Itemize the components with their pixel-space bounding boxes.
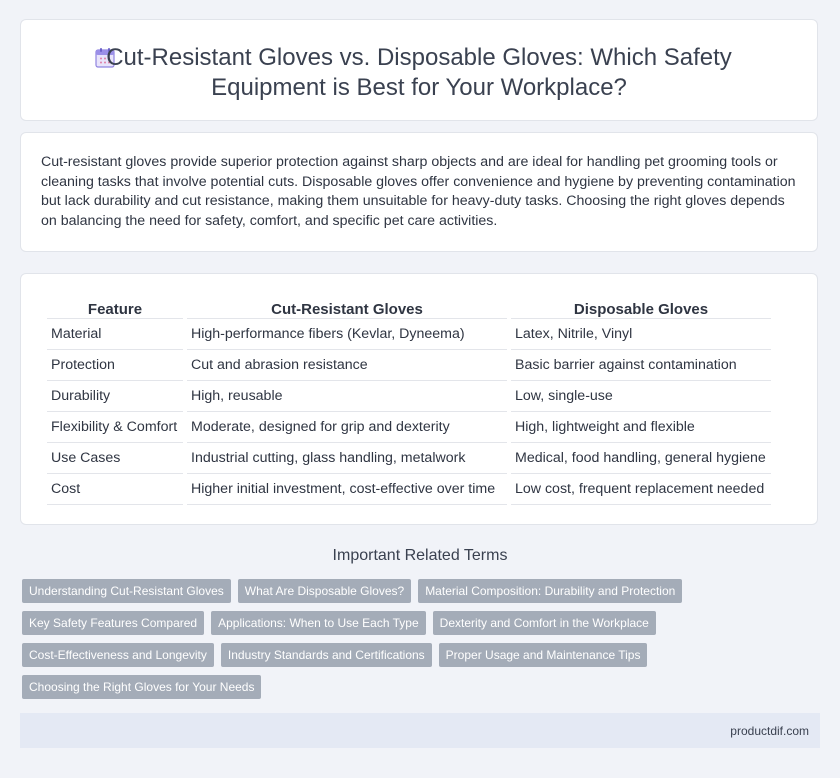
header-cut-resistant: Cut-Resistant Gloves [187, 296, 507, 319]
table-row [47, 474, 771, 505]
related-term-tag[interactable]: Dexterity and Comfort in the Workplace [433, 611, 656, 635]
table-cell: Cost [47, 474, 183, 505]
tag-row [22, 579, 722, 603]
related-term-tag[interactable]: Proper Usage and Maintenance Tips [439, 643, 648, 667]
table-header-row [47, 296, 771, 319]
table-cell: Industrial cutting, glass handling, metalwork [187, 443, 507, 474]
table-row [47, 350, 771, 381]
related-term-tag[interactable]: Applications: When to Use Each Type [211, 611, 426, 635]
table-cell: Latex, Nitrile, Vinyl [511, 319, 771, 350]
table-cell: Durability [47, 381, 183, 412]
related-term-tag[interactable]: Understanding Cut-Resistant Gloves [22, 579, 231, 603]
table-cell: Low, single-use [511, 381, 771, 412]
related-term-tag[interactable]: Industry Standards and Certifications [221, 643, 432, 667]
related-terms-list [22, 579, 722, 707]
table-cell: High-performance fibers (Kevlar, Dyneema) [187, 319, 507, 350]
table-cell: Cut and abrasion resistance [187, 350, 507, 381]
header-feature: Feature [47, 296, 183, 319]
table-cell: High, lightweight and flexible [511, 412, 771, 443]
intro-paragraph: Cut-resistant gloves provide superior protection against sharp objects and are ideal for handling pet grooming tools or cleaning tasks that involve potential cuts. Disposable gloves offer convenience and hygiene by preventing contamination but lack durability and cut resistance, making them unsuitable for heavy-duty tasks. Choosing the right gloves depends on balancing the need for safety, comfort, and specific pet care activities. [41, 154, 796, 229]
comparison-table-card [20, 273, 818, 525]
table-cell: Basic barrier against contamination [511, 350, 771, 381]
table-row [47, 381, 771, 412]
table-cell: Higher initial investment, cost-effective over time [187, 474, 507, 505]
header-card [20, 19, 818, 121]
table-cell: Flexibility & Comfort [47, 412, 183, 443]
table-cell: Protection [47, 350, 183, 381]
page-title [21, 43, 817, 103]
table-row [47, 319, 771, 350]
related-term-tag[interactable]: Material Composition: Durability and Protection [418, 579, 682, 603]
comparison-table [43, 296, 775, 505]
tag-row [22, 611, 722, 635]
footer [20, 713, 820, 748]
table-cell: Low cost, frequent replacement needed [511, 474, 771, 505]
header-disposable: Disposable Gloves [511, 296, 771, 319]
related-term-tag[interactable]: Choosing the Right Gloves for Your Needs [22, 675, 261, 699]
table-cell: Medical, food handling, general hygiene [511, 443, 771, 474]
title-line-2: Equipment is Best for Your Workplace? [211, 74, 627, 101]
related-term-tag[interactable]: Cost-Effectiveness and Longevity [22, 643, 214, 667]
table-cell: Use Cases [47, 443, 183, 474]
title-line-1: Cut-Resistant Gloves vs. Disposable Gloves: Which Safety [106, 44, 732, 71]
intro-card [20, 132, 818, 252]
related-term-tag[interactable]: Key Safety Features Compared [22, 611, 204, 635]
related-term-tag[interactable]: What Are Disposable Gloves? [238, 579, 411, 603]
related-terms-heading: Important Related Terms [332, 547, 508, 564]
tag-row [22, 643, 722, 667]
table-row [47, 443, 771, 474]
table-row [47, 412, 771, 443]
table-cell: High, reusable [187, 381, 507, 412]
site-link[interactable]: productdif.com [730, 724, 809, 738]
tag-row [22, 675, 722, 699]
table-cell: Material [47, 319, 183, 350]
table-cell: Moderate, designed for grip and dexterity [187, 412, 507, 443]
